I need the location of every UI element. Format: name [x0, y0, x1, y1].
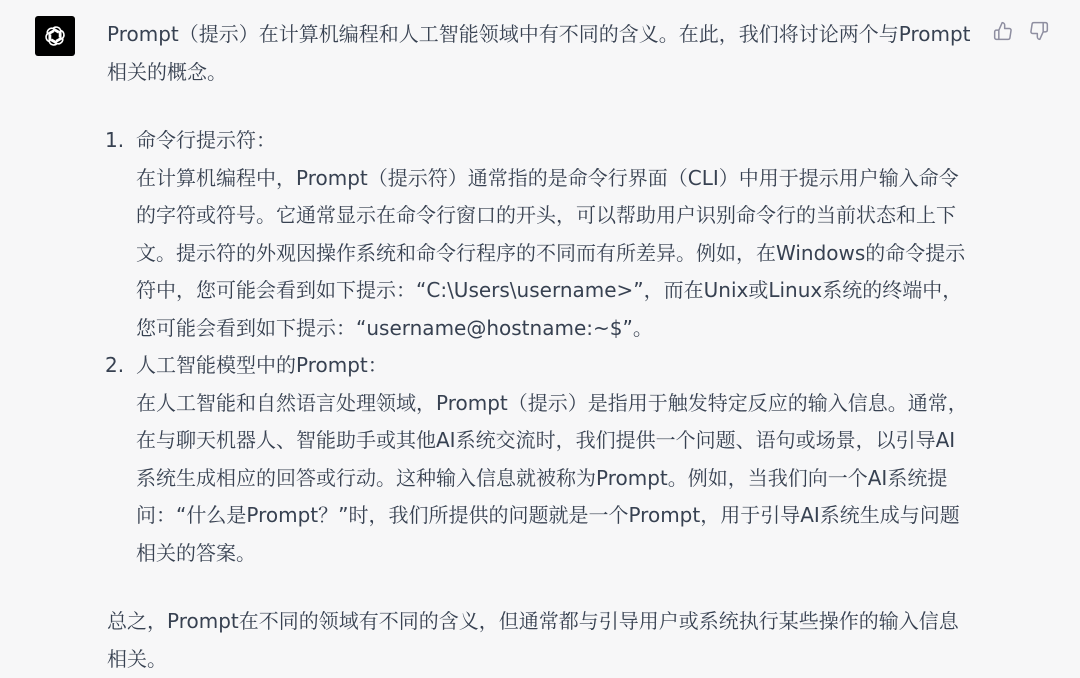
message-summary: 总之，Prompt在不同的领域有不同的含义，但通常都与引导用户或系统执行某些操作的输入信息相关。: [107, 609, 959, 671]
list-item-body: 在人工智能和自然语言处理领域，Prompt（提示）是指用于触发特定反应的输入信息。通常，在与聊天机器人、智能助手或其他AI系统交流时，我们提供一个问题、语句或场景，以引导AI系统生成相应的回答或行动。这种输入信息就被称为Prompt。例如，当我们向一个AI系统提问：“什么是Prompt？”时，我们所提供的问题就是一个Prompt，用于引导AI系统生成与问题相关的答案。: [136, 390, 968, 565]
assistant-message: [107, 16, 975, 678]
like-button[interactable]: [992, 20, 1014, 42]
list-item-title: 命令行提示符：: [136, 128, 276, 152]
list-item: [107, 122, 975, 347]
list-number: 1.: [105, 128, 125, 152]
thumbs-up-icon: [993, 21, 1013, 41]
openai-logo-icon: [42, 23, 68, 49]
list-item: [107, 347, 975, 572]
list-number: 2.: [105, 353, 125, 377]
dislike-button[interactable]: [1028, 20, 1050, 42]
feedback-controls: [992, 20, 1050, 42]
thumbs-down-icon: [1029, 21, 1049, 41]
concept-list: [107, 122, 975, 572]
message-intro: Prompt（提示）在计算机编程和人工智能领域中有不同的含义。在此，我们将讨论两个与Prompt相关的概念。: [107, 22, 971, 84]
assistant-avatar: [35, 16, 75, 56]
list-item-title: 人工智能模型中的Prompt：: [136, 353, 388, 377]
list-item-body: 在计算机编程中，Prompt（提示符）通常指的是命令行界面（CLI）中用于提示用户输入命令的字符或符号。它通常显示在命令行窗口的开头，可以帮助用户识别命令行的当前状态和上下文。提示符的外观因操作系统和命令行程序的不同而有所差异。例如，在Windows的命令提示符中，您可能会看到如下提示：“C:\Users\username>”，而在Unix或Linux系统的终端中，您可能会看到如下提示：“username@hostname:~$”。: [136, 165, 966, 340]
